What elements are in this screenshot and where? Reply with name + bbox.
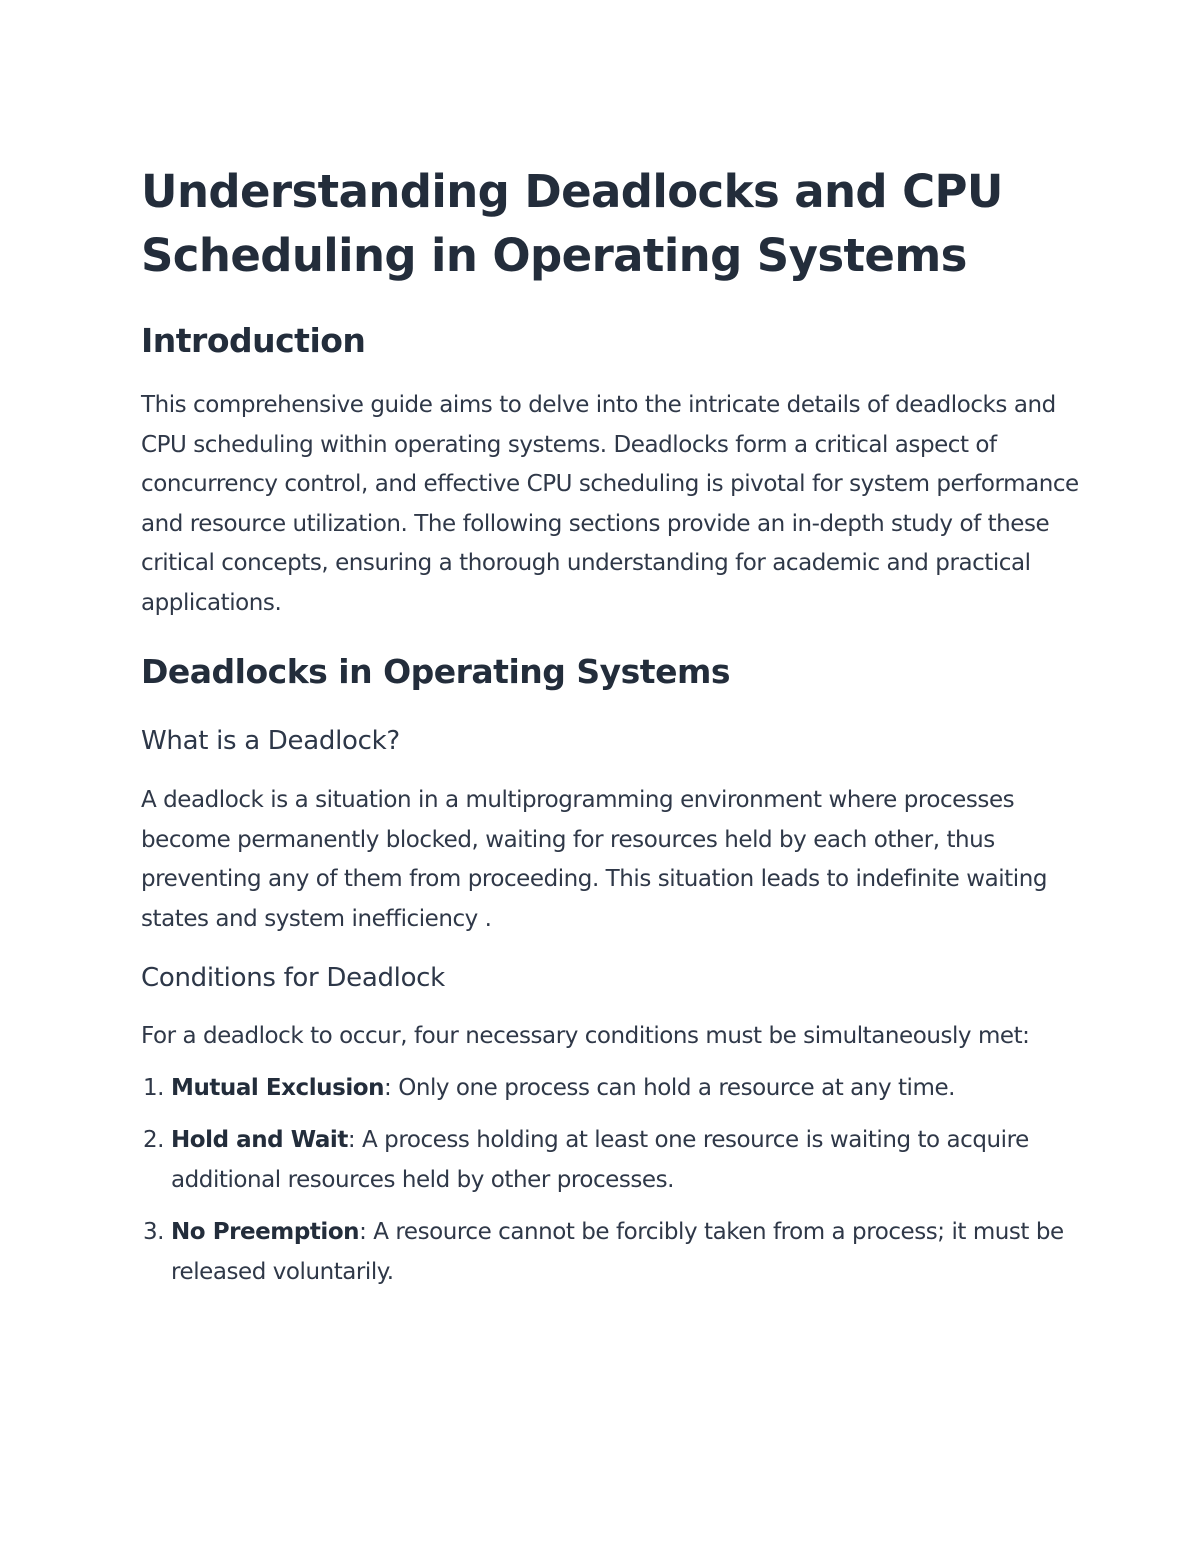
list-item xyxy=(141,1121,1081,1200)
list-item-term: Hold and Wait xyxy=(171,1127,348,1153)
list-item-term: No Preemption xyxy=(171,1219,360,1245)
list-item-description: : A process holding at least one resource is waiting to acquire additional resources held by other processes. xyxy=(171,1127,1029,1193)
list-item xyxy=(141,1069,1081,1109)
deadlocks-section-heading: Deadlocks in Operating Systems xyxy=(141,652,730,691)
document-page xyxy=(141,160,1081,1292)
list-item xyxy=(141,1213,1081,1292)
conditions-heading: Conditions for Deadlock xyxy=(141,963,445,993)
list-item-number: 2. xyxy=(143,1127,165,1153)
what-is-deadlock-heading: What is a Deadlock? xyxy=(141,726,400,756)
list-item-description: : A resource cannot be forcibly taken from a process; it must be released voluntarily. xyxy=(171,1219,1064,1285)
list-item-number: 3. xyxy=(143,1219,165,1245)
what-is-deadlock-paragraph: A deadlock is a situation in a multiprogramming environment where processes become permanently blocked, waiting for resources held by each other, thus preventing any of them from proceeding. This situation leads to indefinite waiting states and system inefficiency . xyxy=(141,787,1047,932)
document-title: Understanding Deadlocks and CPU Scheduling in Operating Systems xyxy=(141,165,1003,282)
list-item-term: Mutual Exclusion xyxy=(171,1074,385,1101)
conditions-paragraph: For a deadlock to occur, four necessary conditions must be simultaneously met: xyxy=(141,1023,1030,1049)
introduction-heading: Introduction xyxy=(141,321,366,360)
list-item-number: 1. xyxy=(143,1074,165,1101)
introduction-paragraph: This comprehensive guide aims to delve into the intricate details of deadlocks and CPU scheduling within operating systems. Deadlocks form a critical aspect of concurrency control, and effective CPU scheduling is pivotal for system performance and resource utilization. The following sections provide an in-depth study of these critical concepts, ensuring a thorough understanding for academic and practical applications. xyxy=(141,392,1079,616)
list-item-description: : Only one process can hold a resource at any time. xyxy=(384,1074,956,1101)
conditions-list xyxy=(141,1069,1081,1293)
